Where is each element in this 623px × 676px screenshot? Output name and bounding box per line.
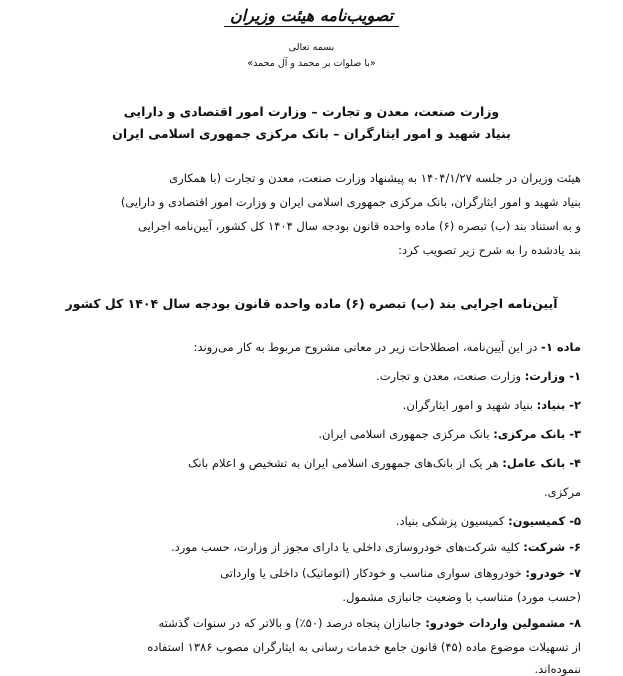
article-text: بانک مرکزی جمهوری اسلامی ایران. [318, 427, 494, 441]
intro-line: بند یادشده را به شرح زیر تصویب کرد: [398, 243, 581, 257]
article-line [535, 662, 582, 676]
article-line [159, 616, 581, 630]
article-term: ۵- کمیسیون: [508, 514, 581, 528]
article-line [403, 398, 581, 412]
article-text: هر یک از بانک‌های جمهوری اسلامی ایران به تشخیص و اعلام بانک [188, 456, 503, 470]
article-line [194, 340, 581, 354]
article-term: ۷- خودرو: [525, 566, 581, 580]
article-text: جانبازان پنجاه درصد (۵۰٪) و بالاتر که در سنوات گذشته [158, 616, 426, 630]
intro-line: هیئت وزیران در جلسه ۱۴۰۴/۱/۲۷ به پیشنهاد وزارت صنعت، معدن و تجارت (با همکاری [169, 171, 581, 185]
intro-line: و به استناد بند (ب) تبصره (۶) ماده واحده قانون بودجه سال ۱۴۰۴ کل کشور، آیین‌نامه اجرایی [138, 219, 581, 233]
article-text: کمیسیون پزشکی بنیاد. [395, 514, 509, 528]
addressee-line-2: بنیاد شهید و امور ایثارگران – بانک مرکزی جمهوری اسلامی ایران [112, 126, 511, 141]
article-text: در این آیین‌نامه، اصطلاحات زیر در معانی مشروح مربوط به کار می‌روند: [193, 340, 542, 354]
article-text: ننموده‌اند. [534, 662, 581, 676]
addressee-line-1: وزارت صنعت، معدن و تجارت – وزارت امور اقتصادی و دارایی [123, 104, 500, 119]
document-header [0, 0, 623, 27]
article-text: بنیاد شهید و امور ایثارگران. [402, 398, 537, 412]
article-term: ماده ۱- [541, 340, 581, 354]
article-line [376, 369, 581, 383]
article-text: کلیه شرکت‌های خودروسازی داخلی یا دارای مجوز از وزارت، حسب مورد. [170, 540, 524, 554]
article-text: خودروهای سواری مناسب و خودکار (اتوماتیک) داخلی یا وارداتی [220, 566, 526, 580]
article-text: وزارت صنعت، معدن و تجارت. [376, 369, 525, 383]
basmala: بسمه تعالی [288, 42, 335, 53]
article-term: ۳- بانک مرکزی: [493, 427, 581, 441]
intro-paragraph [26, 166, 581, 262]
header-title: تصویب‌نامه هیئت وزیران [224, 6, 399, 27]
article-term: ۸- مشمولین واردات خودرو: [425, 616, 581, 630]
regulation-title: آیین‌نامه اجرایی بند (ب) تبصره (۶) ماده واحده قانون بودجه سال ۱۴۰۴ کل کشور [65, 296, 558, 311]
article-term: ۲- بنیاد: [536, 398, 581, 412]
article-line [342, 590, 581, 604]
article-line [396, 514, 581, 528]
article-line [544, 485, 581, 499]
article-text: از تسهیلات موضوع ماده (۴۵) قانون جامع خدمات رسانی به ایثارگران مصوب ۱۳۸۶ استفاده [147, 640, 581, 654]
article-line [318, 427, 581, 441]
intro-line: بنیاد شهید و امور ایثارگران، بانک مرکزی جمهوری اسلامی ایران و وزارت امور اقتصادی و دارایی) [120, 195, 581, 209]
article-line [188, 456, 581, 470]
article-line [147, 640, 581, 654]
article-term: ۶- شرکت: [523, 540, 581, 554]
article-term: ۴- بانک عامل: [502, 456, 581, 470]
article-text: (حسب مورد) متناسب با وضعیت جانبازی مشمول. [342, 590, 581, 604]
article-text: مرکزی. [544, 485, 581, 499]
salawat: «با صلوات بر محمد و آل محمد» [247, 58, 376, 69]
article-line [220, 566, 581, 580]
article-term: ۱- وزارت: [524, 369, 581, 383]
article-line [171, 540, 581, 554]
